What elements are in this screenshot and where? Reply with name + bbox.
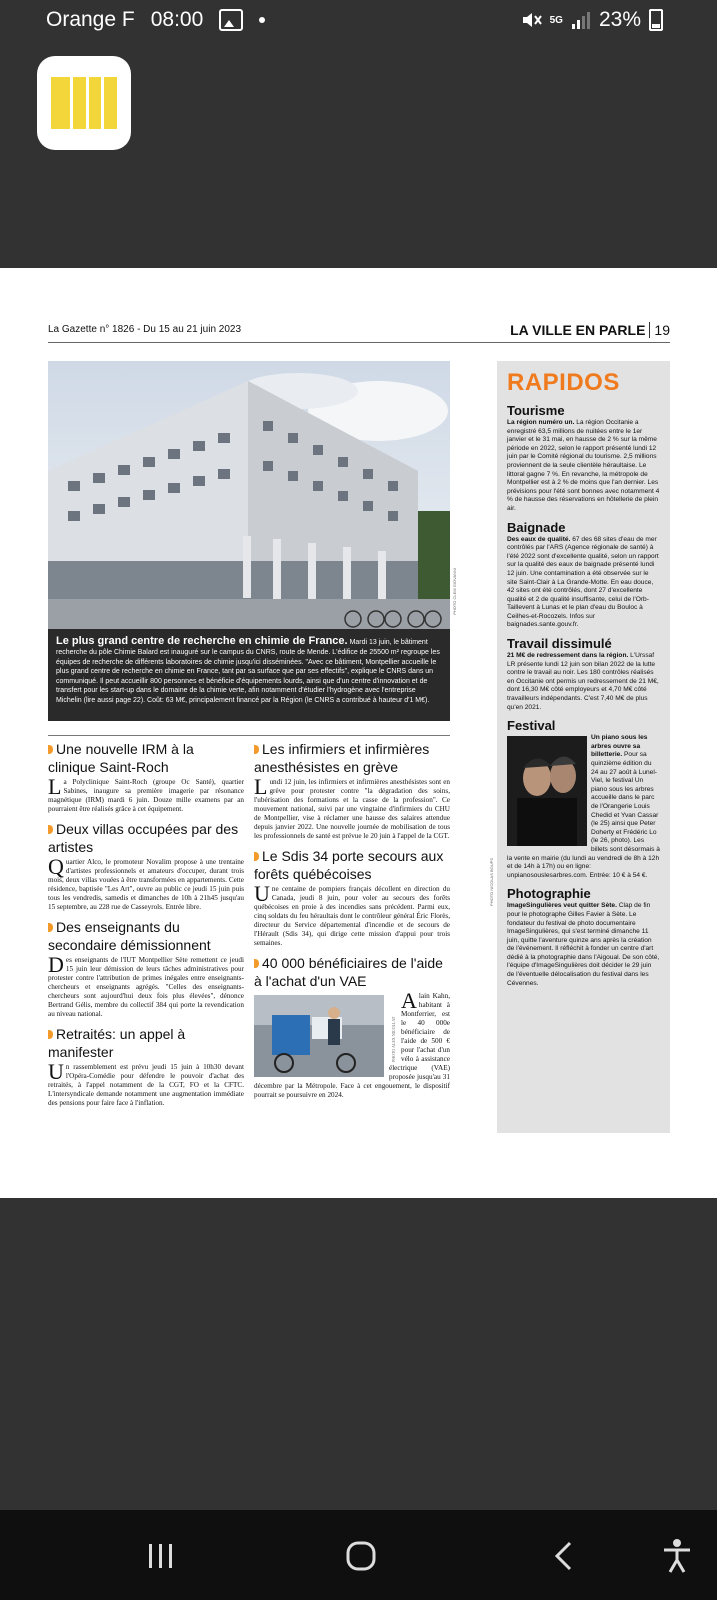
rapidos-heading: Photographie (507, 886, 591, 902)
news-title: Une nouvelle IRM à la clinique Saint-Roch (48, 741, 194, 775)
section-divider (48, 735, 450, 736)
vae-photo-credit: PHOTO ALEX NICOLLAT (391, 1016, 396, 1062)
battery-percent: 23% (598, 8, 641, 31)
rapidos-sidebar (497, 361, 670, 1133)
newspaper-page (0, 268, 717, 1198)
news-body: Une centaine de pompiers français décollent en direction du Canada, jeudi 8 juin, pour voler au secours des forêts québécoises en proie à des incendies sans précédent. Parmi eux, cinq soldats du feu héraultais dont le contrôleur général Éric Florès, directeur du Service départemental d'incendie et de secours de l'Hérault (Sdis 34), qui dirige cette mission d'appui pour trois semaines. (254, 881, 450, 947)
news-title: 40 000 bénéficiaires de l'aide à l'achat d'un VAE (254, 955, 443, 989)
bullet-icon (254, 852, 259, 861)
news-item (48, 1025, 244, 1108)
section-title: LA VILLE EN PARLE 19 (510, 322, 670, 338)
rapidos-heading: Festival (507, 718, 556, 734)
news-title: Le Sdis 34 porte secours aux forêts québécoises (254, 848, 444, 882)
news-title: Les infirmiers et infirmières anesthésistes en grève (254, 741, 430, 775)
rapidos-item: Festival Un piano sous les arbres ouvre sa billetterie. Pour sa quinzième édition du 24 au 27 août à Lunel-Viel, le festival Un piano sous les arbres accueille dans le parc de l'Orangerie Louis Chedid et Yvan Cassar (le 25) ainsi que Peter Doherty et Frédéric Lo (le 26, photo). Les billets sont désormais à la vente en mairie (du lundi au vendredi de 8h à 12h et de 14h à 17h) ou en ligne: unpianosouslesarbres.com. Entrée: 10 € à 54 €. (507, 718, 660, 879)
news-title: Deux villas occupées par des artistes (48, 821, 239, 855)
rapidos-item: Photographie ImageSingulières veut quitter Sète. Clap de fin pour le photographe Gilles Favier à Sète. Le fondateur du festival de photo documentaire ImageSingulières, qui s'est terminé dimanche 11 juin, quitte l'aventure quinze ans après la création de l'événement. Il réfléchit à fonder un centre d'art dédié à la photographie dans l'Aigoual. De son côté, l'équipe d'ImageSingulières doit décider le 29 juin de l'éventuelle délocalisation du festival dans les Cévennes. (507, 886, 660, 987)
news-body: La Polyclinique Saint-Roch (groupe Oc Santé), quartier Sabines, inaugure sa première imagerie par résonance magnétique (IRM) mardi 6 juin. Douze mille examens par an pourraient être réalisés grâce à cet équipement. (48, 774, 244, 813)
news-body: Des enseignants de l'IUT Montpellier Sète remettent ce jeudi 15 juin leur démission de leurs tâches administratives pour protester contre l'attribution de primes inégales entre enseignants-chercheurs et enseignants agrégés. "Celles des enseignants-chercheurs sont aujourd'hui deux fois plus élevées", dénonce Bertrand Gélis, membre du collectif 384 qui porte la revendication au niveau national. (48, 952, 244, 1018)
news-body: Un rassemblement est prévu jeudi 15 juin à 10h30 devant l'Opéra-Comédie pour défendre le pouvoir d'achat des retraités, à l'appel notamment de la CGT, FO et la CFTC. L'intersyndicale demande notamment une augmentation immédiate des pensions pour faire face à l'inflation. (48, 1059, 244, 1107)
gallery-notification-icon (219, 9, 243, 31)
news-item (254, 847, 450, 948)
home-icon[interactable] (345, 1540, 377, 1572)
bullet-icon (48, 825, 53, 834)
news-item (48, 820, 244, 912)
accessibility-icon[interactable] (662, 1538, 692, 1574)
rapidos-heading: Travail dissimulé (507, 636, 612, 652)
rapidos-item: Baignade Des eaux de qualité. 67 des 68 sites d'eau de mer contrôlés par l'ARS (Agence régionale de santé) à l'été 2022 sont d'excellente qualité, selon un rapport sur la qualité des eaux de baignade présenté lundi 12 juin. Une contamination a été observée sur le site Saint-Clair à La Grande-Motte. En eau douce, 42 sites ont été contrôlés, dont 27 d'excellente qualité et 2 de qualité insuffisante, celui de l'Orb-Taillevent à Lunas et le plan d'eau du Bouloc à Ceilhes-et-Rocozels. Infos sur baignades.sante.gouv.fr. (507, 519, 659, 629)
rapidos-title: RAPIDOS (507, 369, 620, 396)
news-body: Lundi 12 juin, les infirmiers et infirmières anesthésistes sont en grève pour protester contre "la dégradation des soins, l'ubérisation des formations et la casse de la profession". Ce mouvement national, suivi par une vingtaine d'infirmiers du CHU de Montpellier, vise à réclamer une hausse des salaires attendue depuis janvier 2022. Une nouvelle journée de mobilisation de tous les professionnels de santé est prévue le 20 juin à l'appel de la CGT. (254, 774, 450, 840)
page-number: 19 (649, 322, 670, 338)
news-item (254, 954, 450, 1100)
news-item (48, 740, 244, 814)
photo-caption (48, 629, 450, 721)
bullet-icon (254, 745, 259, 754)
back-icon[interactable] (552, 1540, 574, 1572)
rapidos-heading: Tourisme (507, 403, 565, 418)
news-body: Quartier Alco, le promoteur Novalim propose à une trentaine d'artistes professionnels et amateurs d'occuper, durant trois mois, deux villas vouées à être transformées en appartements. Cette résidence, baptisée "Les Art", ouvre au public ce jeudi 15 juin puis tous les vendredis, samedis et dimanches de 10h à 21h45 jusqu'au 15 septembre, au 228 rue de Casseyrols. Entrée libre. (48, 854, 244, 911)
news-body: PHOTO ALEX NICOLLAT A lain Kahn, habitant à Montferrier, est le 40 000e bénéficiaire de l'aide de 500 € pour l'achat d'un vélo à assistance électrique (VAE) proposée jusqu'au 31 décembre par la Métropole. Face à cet engouement, le dispositif pourrait se poursuivre en 2024. (254, 988, 450, 1099)
rapidos-heading: Baignade (507, 519, 566, 535)
mute-icon (520, 10, 542, 30)
rapidos-item: Tourisme La région numéro un. La région Occitanie a enregistré 63,5 millions de nuitées entre le 1er janvier et le 31 mai, en hausse de 2 % sur la même période en 2022, selon le rapport présenté lundi 12 juin par le Comité régional du tourisme. 2,5 millions proviennent de la seule clientèle héraultaise. Le littoral gagne 7 %. En revanche, la métropole de Montpellier est à 2 % de moins que l'an dernier. Les prévisions pour l'été sont bonnes avec notamment 4 % de hausse des réservations en hôtellerie de plein air. (507, 403, 660, 512)
recent-apps-icon[interactable] (146, 1542, 176, 1570)
festival-photo-credit: PHOTO NICOLAS BOUPS (489, 858, 494, 906)
photo-credit: PHOTO CLEM GIOVANNI (452, 568, 457, 615)
news-item (254, 740, 450, 841)
news-item (48, 918, 244, 1019)
issue-line: La Gazette n° 1826 - Du 15 au 21 juin 2023 (48, 324, 242, 335)
bullet-icon (254, 959, 259, 968)
bullet-icon (48, 1030, 53, 1039)
caption-title: Le plus grand centre de recherche en chimie de France. (56, 635, 348, 647)
reader-app-icon[interactable] (37, 56, 131, 150)
notification-dot-icon (259, 17, 265, 23)
right-news-column (254, 740, 450, 1106)
chimie-balard-building-photo (48, 361, 450, 629)
news-title: Des enseignants du secondaire démissionnent (48, 919, 211, 953)
news-title: Retraités: un appel à manifester (48, 1026, 186, 1060)
festival-artists-photo (507, 736, 587, 846)
caption-text: Mardi 13 juin, le bâtiment recherche du pôle Chimie Balard est inauguré sur le campus du CNRS, route de Mende. L'édifice de 25500 m² regroupe les équipes de recherche de différents laboratoires de chimie jusqu'ici disséminées. "Avec ce bâtiment, Montpellier accueille le plus grand centre de recherche en chimie en France, tant par sa surface que par ses effectifs", explique le CNRS dans un communiqué. Il peut accueillir 800 personnes et bénéficie d'équipements lourds, ainsi que d'un centre d'innovation et de transfert pour les start-up dans le domaine de la chimie verte, afin notamment d'étudier l'hydrogène avec l'entreprise Michelin (lire aussi page 22). Coût: 63 M€, principalement financé par la Région (le CNRS a contribué à hauteur d'1 M€). (56, 639, 440, 704)
clock: 08:00 (150, 8, 204, 31)
page-header (48, 322, 670, 343)
navigation-bar (0, 1510, 717, 1600)
cargo-bike-photo (254, 995, 384, 1077)
status-bar (0, 0, 717, 48)
carrier-label: Orange F (46, 8, 135, 31)
bullet-icon (48, 923, 53, 932)
left-news-column (48, 740, 244, 1114)
bullet-icon (48, 745, 53, 754)
signal-icon (571, 11, 591, 29)
battery-icon (649, 9, 663, 31)
network-type: 5G (549, 14, 563, 26)
rapidos-item: Travail dissimulé 21 M€ de redressement dans la région. L'Urssaf LR présente lundi 12 juin son bilan 2022 de la lutte contre le travail au noir. Les 180 contrôles réalisés en Occitanie ont permis un redressement de 21 M€, dont 16,30 M€ côté employeurs et 4,70 M€ côté travailleurs indépendants. C'est 7,40 M€ de plus qu'en 2021. (507, 636, 659, 711)
